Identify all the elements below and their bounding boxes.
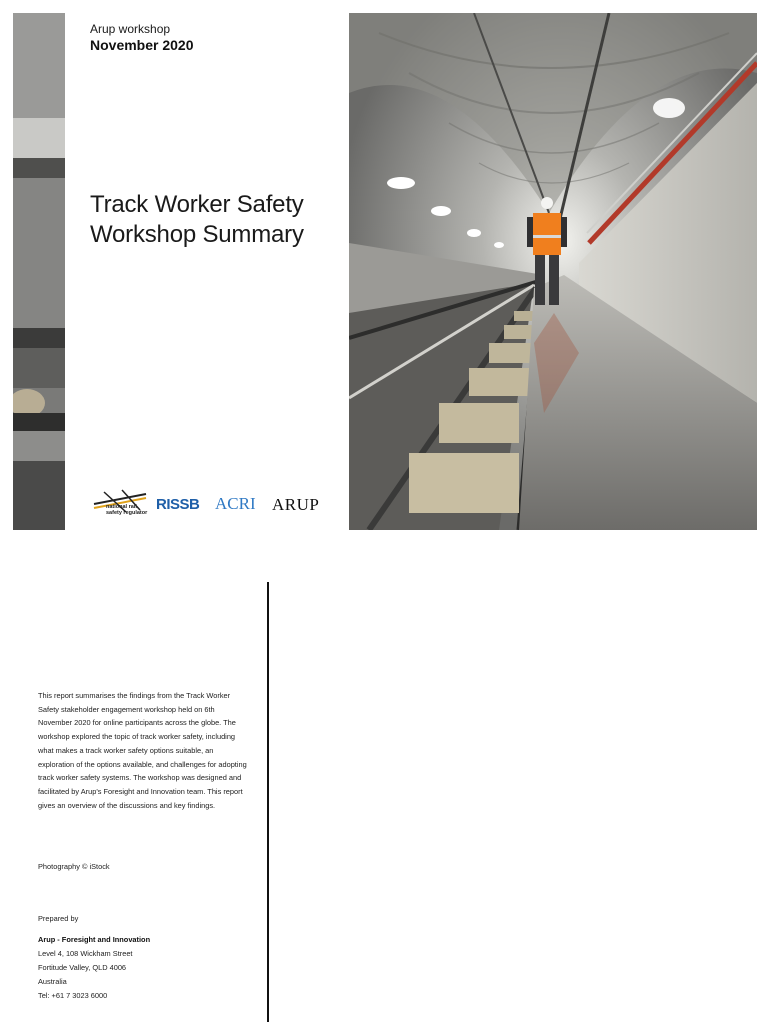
summary-intro: This report summarises the findings from the Track Worker Safety stakeholder engagement workshop held on 6th November 2020 for online participants across the globe. The workshop explored the topic of track worker safety, including what makes a track worker safety options suitable, an exploration of the options available, and challenges for adopting track worker safety systems. The workshop was designed and facilitated by Arup's Foresight and Innovation team. This report gives an overview of the discussions and key findings. (38, 691, 247, 810)
prepared-by-label: Prepared by (38, 914, 79, 923)
nrsr-logo-text: national rail safety regulator (106, 504, 148, 516)
acri-logo-text: ACRI (215, 494, 256, 513)
tunnel-photo (349, 13, 757, 530)
photo-credit: Photography © iStock (38, 862, 110, 871)
address-line: Australia (38, 977, 67, 986)
cover-photo-strip (13, 13, 65, 530)
cover-eyebrow: Arup workshop (90, 22, 171, 36)
column-divider (267, 582, 269, 1022)
rissb-logo-text: RISSB (156, 496, 200, 513)
acri-logo (213, 488, 261, 524)
arup-logo-text: ARUP (272, 495, 320, 514)
partner-logos (92, 488, 342, 524)
cover-title: Track Worker Safety Workshop Summary (90, 191, 304, 248)
cover-date: November 2020 (90, 37, 194, 53)
address-line: Level 4, 108 Wickham Street (38, 949, 133, 958)
prepared-by-organization: Arup - Foresight and Innovation (38, 935, 151, 944)
nrsr-logo (92, 488, 148, 524)
arup-logo (272, 488, 322, 524)
address-line: Fortitude Valley, QLD 4006 (38, 963, 127, 972)
rissb-logo (156, 488, 204, 524)
phone-line: Tel: +61 7 3023 6000 (38, 991, 108, 1000)
cover-page (65, 13, 348, 530)
